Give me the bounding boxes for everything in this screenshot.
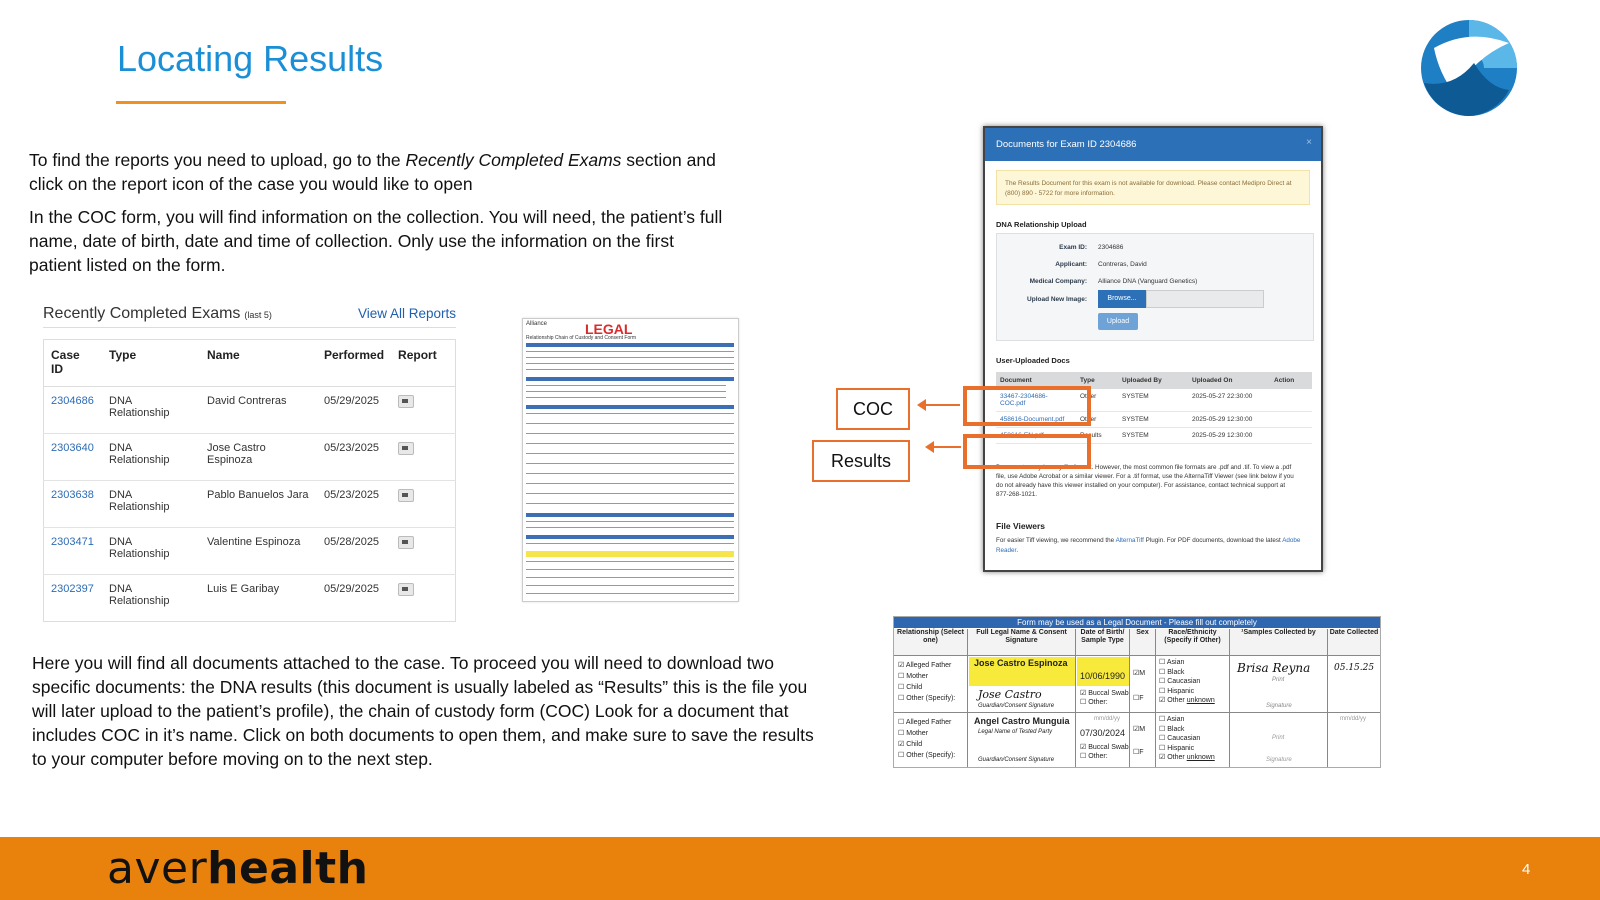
performed-date: 05/28/2025 [317, 528, 391, 575]
exam-type: DNA Relationship [102, 434, 200, 481]
form-line [526, 503, 734, 504]
document-link[interactable]: 458616-EN.pdf [996, 428, 1076, 444]
intro-paragraph: To find the reports you need to upload, go to the Recently Completed Exams section and click on the report icon of the case you would like to open [29, 150, 716, 194]
col-document: Document [996, 372, 1076, 389]
form-banner: Form may be used as a Legal Document - Please fill out completely [894, 617, 1380, 628]
report-image-icon[interactable] [398, 395, 414, 408]
document-type: Other [1076, 412, 1118, 428]
results-highlight-box [963, 434, 1091, 469]
averhealth-logo: averhealth [107, 843, 369, 894]
form-line [526, 513, 734, 517]
applicant-label: Applicant: [1055, 261, 1087, 268]
docs-section-title: User-Uploaded Docs [996, 356, 1070, 365]
form-line [526, 483, 734, 484]
performed-date: 05/23/2025 [317, 434, 391, 481]
footer-bar [0, 837, 1600, 900]
panel-header [43, 305, 456, 328]
exam-type: DNA Relationship [102, 528, 200, 575]
document-action [1270, 389, 1312, 412]
table-row [44, 575, 456, 622]
thumb-brand: Alliance [526, 321, 548, 327]
coc-arrow-icon [925, 404, 960, 406]
table-row [44, 434, 456, 481]
performed-date: 05/23/2025 [317, 481, 391, 528]
recently-completed-exams-emphasis: Recently Completed Exams [405, 150, 622, 170]
file-viewers-text: For easier Tiff viewing, we recommend the AlternaTiff Plugin. For PDF documents, download the latest Adobe Reader. [996, 537, 1301, 554]
report-image-icon[interactable] [398, 583, 414, 596]
case-id-link[interactable]: 2303471 [44, 528, 103, 575]
race-options-2: ☐ Asian ☐ Black ☐ Caucasian ☐ Hispanic ☑ Other unknown [1159, 716, 1215, 761]
form-line [526, 369, 734, 370]
case-id-link[interactable]: 2303640 [44, 434, 103, 481]
exam-type: DNA Relationship [102, 387, 200, 434]
exam-id-value: 2304686 [1098, 244, 1124, 251]
adobe-reader-link[interactable]: Adobe Reader [996, 537, 1301, 554]
col-action: Action [1270, 372, 1312, 389]
sex-m-2: ☑M [1133, 726, 1146, 733]
dialog-header [985, 128, 1321, 161]
date-placeholder-2: mm/dd/yy [1340, 716, 1367, 722]
report-image-icon[interactable] [398, 489, 414, 502]
form-line [526, 535, 734, 539]
browse-button[interactable]: Browse... [1098, 290, 1146, 308]
patient-name: Pablo Banuelos Jara [200, 481, 317, 528]
divider [967, 656, 968, 767]
patient-name: David Contreras [200, 387, 317, 434]
company-logo-icon [1414, 18, 1524, 118]
form-line [526, 351, 734, 352]
exam-id-label: Exam ID: [1059, 244, 1087, 251]
report-cell [391, 481, 455, 528]
legal-stamp: LEGAL [585, 321, 633, 337]
table-row [44, 528, 456, 575]
coc-highlight-box [963, 386, 1091, 426]
dob-1: 10/06/1990 [1080, 671, 1126, 681]
col-uploaded-on: Uploaded On [1188, 372, 1270, 389]
form-line [526, 413, 734, 414]
patient-name-2: Angel Castro Munguia [974, 716, 1070, 726]
col-full-name: Full Legal Name & Consent Signature [968, 629, 1076, 656]
case-id-link[interactable]: 2302397 [44, 575, 103, 622]
patient-name-1: Jose Castro Espinoza [974, 658, 1068, 668]
upload-image-label: Upload New Image: [1027, 296, 1087, 303]
upload-section-title: DNA Relationship Upload [996, 220, 1087, 229]
coc-form-snippet [893, 616, 1381, 768]
report-cell [391, 387, 455, 434]
col-sex: Sex [1130, 629, 1156, 656]
title-underline [116, 101, 286, 104]
report-cell [391, 528, 455, 575]
col-performed: Performed [317, 340, 391, 387]
form-line [526, 397, 726, 398]
case-id-link[interactable]: 2303638 [44, 481, 103, 528]
print-label-2: Print [1272, 735, 1285, 741]
table-row [44, 387, 456, 434]
file-viewers-title: File Viewers [996, 521, 1045, 531]
col-report: Report [391, 340, 455, 387]
medical-company-value: Alliance DNA (Vanguard Genetics) [1098, 278, 1198, 285]
signature-label-2: Signature [1266, 757, 1292, 763]
applicant-value: Contreras, David [1098, 261, 1147, 268]
uploaded-by: SYSTEM [1118, 389, 1188, 412]
uploaded-on: 2025-05-27 22:30:00 [1188, 389, 1270, 412]
col-type: Type [102, 340, 200, 387]
form-line [526, 493, 734, 494]
dob-placeholder-2: mm/dd/yy [1094, 716, 1121, 722]
form-line [526, 343, 734, 347]
table-header-row [44, 340, 456, 387]
document-action [1270, 412, 1312, 428]
col-relationship: Relationship (Select one) [894, 629, 968, 656]
document-link[interactable]: 458616-Document.pdf [996, 412, 1076, 428]
form-line [526, 569, 734, 570]
view-all-reports-link[interactable]: View All Reports [357, 306, 456, 321]
sig-label-2: Guardian/Consent Signature [978, 757, 1055, 763]
col-uploaded-by: Uploaded By [1118, 372, 1188, 389]
col-type: Type [1076, 372, 1118, 389]
performed-date: 05/29/2025 [317, 575, 391, 622]
legal-form-thumbnail [522, 318, 739, 602]
col-race: Race/Ethnicity (Specify if Other) [1156, 629, 1230, 656]
patient-name: Jose Castro Espinoza [200, 434, 317, 481]
form-line [526, 423, 734, 424]
relationship-options-2: ☐ Alleged Father ☐ Mother ☑ Child ☐ Other (Specify): [898, 719, 956, 759]
document-type: Other [1076, 389, 1118, 412]
performed-date: 05/29/2025 [317, 387, 391, 434]
dob-2: 07/30/2024 [1080, 728, 1126, 738]
col-case-id: Case ID [44, 340, 103, 387]
legal-name-label-2: Legal Name of Tested Party [978, 729, 1053, 735]
sex-f-2: ☐F [1133, 749, 1144, 756]
page-number: 4 [1522, 861, 1531, 878]
form-line [526, 577, 734, 578]
thumb-title: Relationship Chain of Custody and Consent Form [526, 335, 637, 341]
documents-paragraph: Here you will find all documents attached to the case. To proceed you will need to download two specific documents: the DNA results (this document is usually labeled as “Results” this is the file you will later upload to the patient’s profile), the chain of custody form (COC) Look for a document that includes COC in it’s name. Click on both documents to open them, and make sure to save the results to your computer before moving on to the next step. [32, 653, 814, 769]
upload-button[interactable]: Upload [1098, 313, 1138, 330]
table-row [44, 481, 456, 528]
recently-completed-exams-panel [43, 305, 456, 623]
divider [1075, 656, 1076, 767]
alternatiff-link[interactable]: AlternaTiff [1115, 537, 1144, 544]
print-label-1: Print [1272, 677, 1285, 683]
uploaded-on: 2025-05-29 12:30:00 [1188, 428, 1270, 444]
document-action [1270, 428, 1312, 444]
exams-table [43, 339, 456, 622]
report-image-icon[interactable] [398, 536, 414, 549]
patient-name: Luis E Garibay [200, 575, 317, 622]
form-line [526, 453, 734, 454]
results-callout: Results [812, 440, 910, 482]
col-date-collected: Date Collected [1328, 629, 1380, 656]
form-line [526, 433, 734, 434]
race-options-1: ☐ Asian ☐ Black ☐ Caucasian ☐ Hispanic ☑ Other unknown [1159, 659, 1215, 704]
form-line [526, 527, 734, 528]
documents-dialog [983, 126, 1323, 572]
patient-name: Valentine Espinoza [200, 528, 317, 575]
form-line [526, 405, 734, 409]
col-dob: Date of Birth/ Sample Type [1076, 629, 1130, 656]
dialog-title: Documents for Exam ID 2304686 [996, 139, 1137, 150]
col-name: Name [200, 340, 317, 387]
form-line [526, 521, 734, 522]
medical-company-label: Medical Company: [1029, 278, 1087, 285]
form-line [526, 377, 734, 381]
document-link[interactable]: 33467-2304686-COC.pdf [996, 389, 1076, 412]
form-line [526, 443, 734, 444]
divider [1129, 656, 1130, 767]
relationship-options-1: ☑ Alleged Father ☐ Mother ☐ Child ☐ Other (Specify): [898, 662, 956, 702]
report-image-icon[interactable] [398, 442, 414, 455]
divider [1155, 656, 1156, 767]
uploaded-by: SYSTEM [1118, 412, 1188, 428]
divider [1327, 656, 1328, 767]
form-line [526, 593, 734, 594]
sex-f-1: ☐F [1133, 695, 1144, 702]
sample-type-1: ☑ Buccal Swab ☐ Other: [1080, 690, 1129, 706]
case-id-link[interactable]: 2304686 [44, 387, 103, 434]
report-cell [391, 434, 455, 481]
form-line [526, 543, 734, 544]
divider [1229, 656, 1230, 767]
form-line [526, 363, 734, 364]
consent-signature-1: Jose Castro [978, 688, 1042, 701]
file-input[interactable] [1146, 290, 1264, 308]
form-line [526, 473, 734, 474]
exam-type: DNA Relationship [102, 481, 200, 528]
close-icon[interactable]: × [1306, 137, 1312, 148]
exam-type: DNA Relationship [102, 575, 200, 622]
uploaded-on: 2025-05-29 12:30:00 [1188, 412, 1270, 428]
form-line [526, 385, 726, 386]
upload-form [996, 233, 1314, 341]
results-arrow-icon [933, 446, 961, 448]
file-format-note: Documents may be any file format. However, the most common file formats are .pdf and .tif. To view a .pdf file, use Adobe Acrobat or a similar viewer. For a .tif format, use the AlternaTiff Viewer (see link below if you do not already have this viewer installed on your computer). For assistance, contact technical support at 877-268-1021. [996, 464, 1294, 498]
form-line [526, 551, 734, 557]
sample-type-2: ☑ Buccal Swab ☐ Other: [1080, 744, 1129, 760]
sig-label-1: Guardian/Consent Signature [978, 703, 1055, 709]
form-line [526, 357, 734, 358]
collector-name: Brisa Reyna [1237, 661, 1311, 675]
panel-title: Recently Completed Exams (last 5) [43, 305, 272, 322]
coc-paragraph: In the COC form, you will find information on the collection. You will need, the patient’s full name, date of birth, date and time of collection. Only use the information on the first patient listed on the form. [29, 207, 723, 275]
report-cell [391, 575, 455, 622]
form-line [526, 561, 734, 562]
checkbox-checked-icon: ☑ [898, 662, 905, 669]
sex-m-1: ☑M [1133, 670, 1146, 677]
form-line [526, 463, 734, 464]
form-line [526, 585, 734, 586]
slide-title: Locating Results [117, 38, 384, 79]
coc-callout: COC [836, 388, 910, 430]
signature-label-1: Signature [1266, 703, 1292, 709]
uploaded-by: SYSTEM [1118, 428, 1188, 444]
col-collected-by: ¹Samples Collected by [1230, 629, 1328, 656]
document-type: Results [1076, 428, 1118, 444]
warning-alert: The Results Document for this exam is not available for download. Please contact Medipro Direct at (800) 890 - 5722 for more information. [996, 170, 1310, 205]
form-line [526, 391, 726, 392]
date-collected-1: 05.15.25 [1334, 663, 1375, 673]
